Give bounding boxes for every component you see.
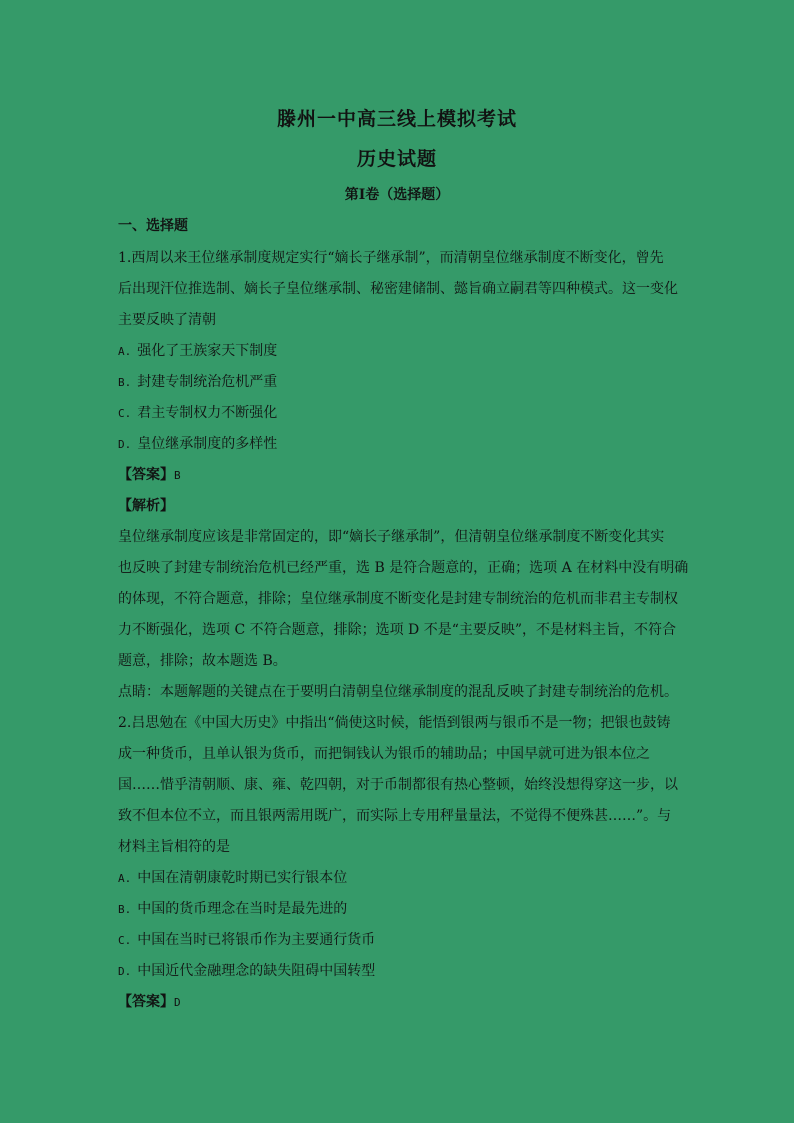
question-2-answer	[118, 987, 680, 1018]
question-2-option-d	[118, 956, 680, 987]
answer-value: D	[174, 996, 181, 1009]
answer-value: B	[174, 469, 181, 482]
question-2	[118, 708, 680, 1018]
analysis-line: 题意，排除；故本题选 B。	[118, 653, 287, 669]
analysis-line: 皇位继承制度应该是非常固定的，即“嫡长子继承制”，但清朝皇位继承制度不断变化其实	[118, 529, 665, 545]
question-1-line: 主要反映了清朝	[118, 312, 216, 328]
question-2-option-a	[118, 863, 680, 894]
question-1-option-c	[118, 398, 680, 429]
option-letter: D.	[118, 965, 132, 978]
question-1-option-b	[118, 367, 680, 398]
question-1-line: 后出现汗位推选制、嫡长子皇位继承制、秘密建储制、懿旨确立嗣君等四种模式。这一变化	[118, 281, 678, 297]
option-letter: B.	[118, 903, 132, 916]
option-text: 君主专制权力不断强化	[137, 405, 278, 421]
option-letter: D.	[118, 438, 132, 451]
question-2-line: 致不但本位不立，而且银两需用既广，而实际上专用秤量量法，不觉得不便殊甚……”。与	[118, 808, 672, 824]
analysis-line: 的体现，不符合题意，排除；皇位继承制度不断变化是封建专制统治的危机而非君主专制权	[118, 591, 678, 607]
question-2-option-c	[118, 925, 680, 956]
option-letter: A.	[118, 872, 132, 885]
option-text: 封建专制统治危机严重	[137, 374, 278, 390]
answer-label: 【答案】	[118, 994, 174, 1010]
question-1-option-a	[118, 336, 680, 367]
option-letter: C.	[118, 407, 132, 420]
option-letter: A.	[118, 345, 132, 358]
question-2-line: 2.吕思勉在《中国大历史》中指出“倘使这时候，能悟到银两与银币不是一物；把银也鼓铸	[118, 715, 671, 731]
question-1	[118, 243, 689, 708]
part-title: 第Ⅰ卷（选择题）	[344, 187, 450, 203]
question-2-line: 材料主旨相符的是	[118, 839, 230, 855]
exam-subtitle: 历史试题	[356, 148, 437, 170]
option-text: 皇位继承制度的多样性	[137, 436, 278, 452]
option-text: 中国在当时已将银币作为主要通行货币	[137, 932, 376, 948]
answer-label: 【答案】	[118, 467, 174, 483]
exam-title: 滕州一中高三线上模拟考试	[276, 108, 517, 130]
analysis-note: 点睛：本题解题的关键点在于要明白清朝皇位继承制度的混乱反映了封建专制统治的危机。	[118, 684, 678, 700]
option-text: 中国在清朝康乾时期已实行银本位	[137, 870, 348, 886]
option-text: 强化了王族家天下制度	[137, 343, 278, 359]
section-title: 一、选择题	[118, 218, 188, 234]
question-2-line: 成一种货币，且单认银为货币，而把铜钱认为银币的辅助品；中国早就可进为银本位之	[118, 746, 650, 762]
question-2-line: 国……惜乎清朝顺、康、雍、乾四朝，对于币制都很有热心整顿，始终没想得穿这一步，以	[118, 777, 678, 793]
option-text: 中国近代金融理念的缺失阻碍中国转型	[137, 963, 376, 979]
question-2-option-b	[118, 894, 680, 925]
analysis-line: 力不断强化，选项 C 不符合题意，排除；选项 D 不是“主要反映”，不是材料主旨，不符合	[118, 622, 677, 638]
option-letter: C.	[118, 934, 132, 947]
analysis-line: 也反映了封建专制统治危机已经严重，选 B 是符合题意的，正确；选项 A 在材料中没有明确	[118, 560, 689, 576]
question-1-option-d	[118, 429, 680, 460]
option-letter: B.	[118, 376, 132, 389]
option-text: 中国的货币理念在当时是最先进的	[137, 901, 348, 917]
question-1-analysis-label: 【解析】	[118, 498, 174, 514]
question-1-answer	[118, 460, 680, 491]
question-1-line: 1.西周以来王位继承制度规定实行“嫡长子继承制”，而清朝皇位继承制度不断变化，曾先	[118, 250, 664, 266]
